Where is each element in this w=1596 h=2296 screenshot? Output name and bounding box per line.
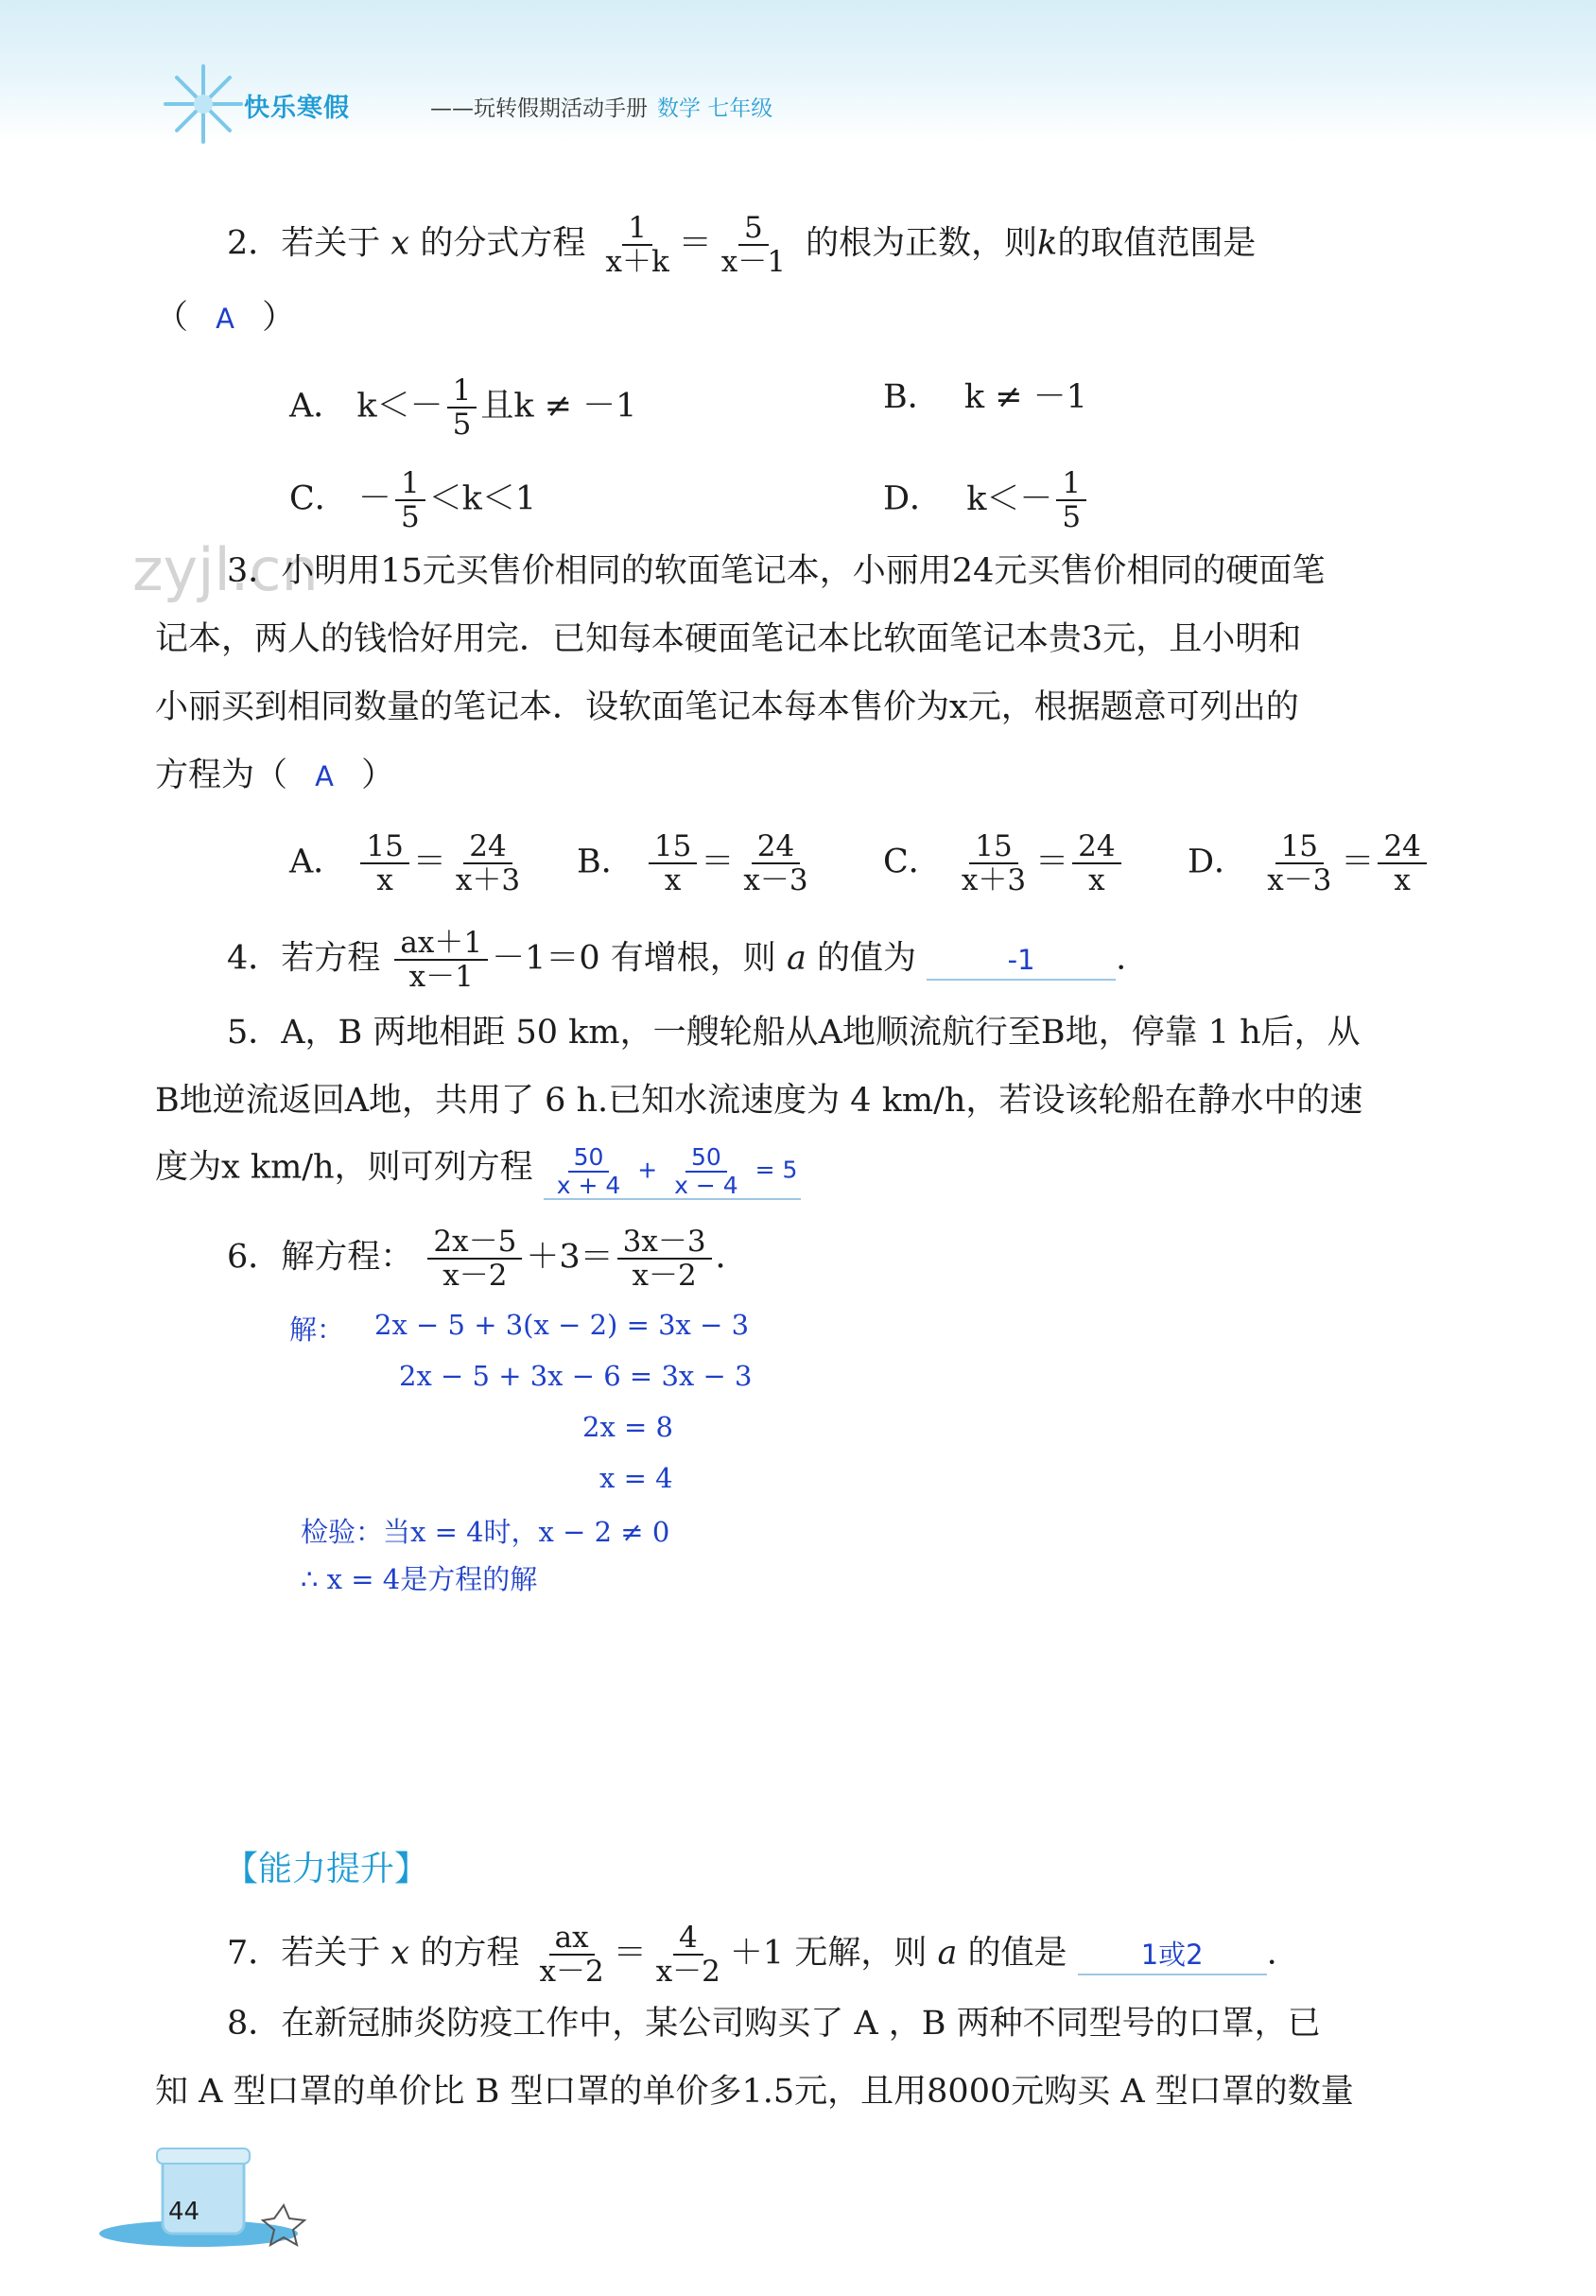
q2-optD-den: 5 [1062,500,1082,535]
q2-suffix1: 的根为正数，则 [806,224,1038,263]
q7-var-x: x [390,1934,410,1973]
q4-answer-blank[interactable]: -1 [927,941,1116,981]
q2-optA-den: 5 [452,408,472,443]
q3-C-d1: x＋3 [961,863,1027,898]
q6-f2-den: x－2 [632,1259,697,1294]
q3-A-d1: x [376,863,393,898]
q7-answer-blank[interactable]: 1或2 [1078,1936,1267,1975]
q3-C-eq: ＝ [1035,843,1069,881]
q4-mid: －1＝0 有增根，则 [492,939,776,978]
q3-A-label: A． [289,843,347,881]
q5-ans-frac1 [551,1144,627,1198]
q4-fraction [394,927,488,993]
q2-prefix: 2．若关于 [227,224,381,263]
q2-option-c [289,467,536,533]
q3-A-frac2 [450,830,526,896]
q3-B-frac1 [649,830,697,896]
q2-f2-num: 5 [738,212,769,246]
q6-check: 检验：当x = 4时，x − 2 ≠ 0 [301,1516,670,1548]
q7-end: . [1266,1934,1277,1973]
q3-A-n1: 15 [360,830,408,864]
q7-var-a: a [937,1934,958,1973]
section-title: 【能力提升】 [224,1850,429,1888]
q5-line1: 5．A，B 两地相距 50 km，一艘轮船从A地顺流航行至B地，停靠 1 h后，从 [227,1014,1361,1052]
q7-stem [227,1922,1277,1988]
q5-ans-n1: 50 [568,1144,610,1173]
q2-optC-den: 5 [400,500,420,535]
q2-optB-label: B． [883,378,941,416]
q4-stem [227,927,1126,993]
q3-A-frac1 [360,830,408,896]
footer-decoration-icon [95,2128,340,2251]
q4-var-a: a [786,939,807,978]
q3-answer: A [315,760,334,792]
q2-suffix2: 的取值范围是 [1057,224,1257,263]
logo-title: 快乐寒假 [244,94,350,123]
snowflake-logo-icon [151,59,255,149]
q3-B-eq: ＝ [701,843,735,881]
q3-D-frac1 [1261,830,1337,896]
q3-C-n1: 15 [969,830,1017,864]
q6-conclusion: ∴ x = 4是方程的解 [301,1563,538,1595]
q2-f1-den: x＋k [605,245,669,280]
header-subtitle-text: ——玩转假期活动手册 [430,96,648,121]
q7-f2-num: 4 [673,1922,703,1956]
q2-mid: 的分式方程 [420,224,586,263]
q2-fraction-1 [599,212,674,278]
q3-line4-text: 方程为（ [155,757,288,794]
q3-C-label: C． [883,843,942,881]
q3-D-label: D． [1188,843,1248,881]
q2-answer: A [216,303,234,335]
q3-option-a [289,830,529,896]
q3-line1: 3．小明用15元买售价相同的软面笔记本，小丽用24元买售价相同的硬面笔 [227,552,1326,590]
q6-solution-label: 解： [289,1313,345,1346]
q7-f1-num: ax [549,1922,595,1956]
q2-f2-den: x－1 [720,245,786,280]
q3-A-eq: ＝ [412,843,446,881]
q2-optA-pre: k＜－ [356,387,443,426]
q3-option-d [1188,830,1431,896]
q5-ans-end: = 5 [755,1156,798,1184]
q2-optD-label: D． [883,479,944,518]
q6-solution-step2: 2x − 5 + 3x − 6 = 3x − 3 [399,1360,753,1392]
q7-mid2: ＋1 无解，则 [729,1934,928,1973]
q5-line2: B地逆流返回A地，共用了 6 h.已知水流速度为 4 km/h，若设该轮船在静水中的速 [155,1082,1363,1120]
q2-optD-pre: k＜－ [966,479,1053,518]
q3-A-n2: 24 [463,830,512,864]
q3-D-eq: ＝ [1341,843,1375,881]
q6-fraction-2 [617,1226,712,1292]
header-subtitle [430,91,772,122]
q3-line4 [155,753,394,799]
q3-D-n2: 24 [1378,830,1426,864]
q3-B-n1: 15 [649,830,697,864]
q3-C-n2: 24 [1072,830,1120,864]
q6-f1-num: 2x－5 [427,1226,522,1260]
q2-optA-frac [447,374,477,441]
q7-prefix: 7．若关于 [227,1934,381,1973]
q7-equals: ＝ [613,1934,647,1973]
q3-A-d2: x＋3 [455,863,521,898]
q2-paren-open: （ [155,299,189,337]
q7-fraction-2 [651,1922,726,1988]
q2-optA-num: 1 [447,374,477,409]
q6-stem [227,1226,749,1292]
q6-solution-step4: x = 4 [599,1462,673,1494]
q2-optA-post: 且k ≠ －1 [480,387,637,426]
q2-optC-post: ＜k＜1 [428,479,537,518]
q7-suffix: 的值是 [967,1934,1067,1973]
q3-B-n2: 24 [752,830,800,864]
q3-D-d2: x [1394,863,1411,898]
q5-line3 [155,1144,801,1200]
watermark: zyjl.cn [132,535,319,604]
q2-fraction-2 [716,212,791,278]
q2-paren-close: ） [262,299,296,337]
q3-option-b [577,830,818,896]
q7-f2-den: x－2 [655,1955,720,1990]
q3-C-frac2 [1072,830,1120,896]
q2-var-x: x [390,224,410,263]
q5-ans-frac2 [668,1144,744,1198]
q3-D-d1: x－3 [1267,863,1332,898]
q3-B-frac2 [737,830,813,896]
q2-optD-frac [1056,467,1086,533]
q3-line2: 记本，两人的钱恰好用完．已知每本硬面笔记本比软面笔记本贵3元，且小明和 [155,620,1302,658]
q2-optA-label: A． [289,387,347,426]
q7-fraction-1 [533,1922,609,1988]
header-subject: 数学 七年级 [657,96,773,121]
q2-equals: ＝ [678,224,712,263]
q6-solution-step1: 2x − 5 + 3(x − 2) = 3x − 3 [374,1309,750,1341]
q2-optC-label: C． [289,479,348,518]
q4-prefix: 4．若方程 [227,939,381,978]
q7-f1-den: x－2 [539,1955,604,1990]
page-number: 44 [168,2198,200,2226]
q6-solution-step3: 2x = 8 [582,1411,673,1443]
q2-option-b [883,374,1087,420]
q4-end: . [1116,939,1127,978]
q6-f1-den: x－2 [442,1259,508,1294]
q6-fraction-1 [427,1226,522,1292]
q3-option-c [883,830,1125,896]
q5-answer[interactable] [544,1144,802,1200]
q3-D-n1: 15 [1275,830,1324,864]
q2-optC-pre: － [357,479,391,518]
q3-B-label: B． [577,843,634,881]
q2-option-d [883,467,1090,533]
q2-stem [227,212,1256,278]
q5-ans-n2: 50 [685,1144,727,1173]
q5-ans-plus: + [637,1156,658,1184]
q3-D-frac2 [1378,830,1426,896]
q2-option-a [289,374,636,441]
q5-ans-d1: x + 4 [556,1171,621,1199]
q4-suffix: 的值为 [816,939,916,978]
q2-f1-num: 1 [622,212,652,246]
q3-line3: 小丽买到相同数量的笔记本．设软面笔记本每本售价为x元，根据题意可列出的 [155,688,1299,726]
q8-line1: 8．在新冠肺炎防疫工作中，某公司购买了 A ，B 两种不同型号的口罩，已 [227,2005,1321,2043]
q2-var-k: k [1037,224,1058,263]
q2-optB-text: k ≠ －1 [963,378,1087,416]
q2-answer-line [155,295,295,341]
q6-end: ． [715,1238,749,1277]
q4-f-num: ax＋1 [394,927,488,961]
q2-optC-frac [395,467,425,533]
q5-ans-d2: x − 4 [674,1171,738,1199]
q3-close: ） [361,757,395,794]
q3-B-d1: x [664,863,682,898]
q3-C-frac1 [956,830,1032,896]
q2-optC-num: 1 [395,467,425,501]
q6-mid: ＋3＝ [526,1238,614,1277]
q4-f-den: x－1 [408,960,474,995]
q6-prefix: 6．解方程： [227,1238,414,1277]
q6-f2-num: 3x－3 [617,1226,712,1260]
q2-optD-num: 1 [1056,467,1086,501]
q3-B-d2: x－3 [743,863,808,898]
q5-line3-text: 度为x km/h，则可列方程 [155,1148,533,1187]
q7-mid: 的方程 [420,1934,520,1973]
q8-line2: 知 A 型口罩的单价比 B 型口罩的单价多1.5元，且用8000元购买 A 型口罩的数量 [155,2073,1354,2111]
q3-C-d2: x [1088,863,1105,898]
